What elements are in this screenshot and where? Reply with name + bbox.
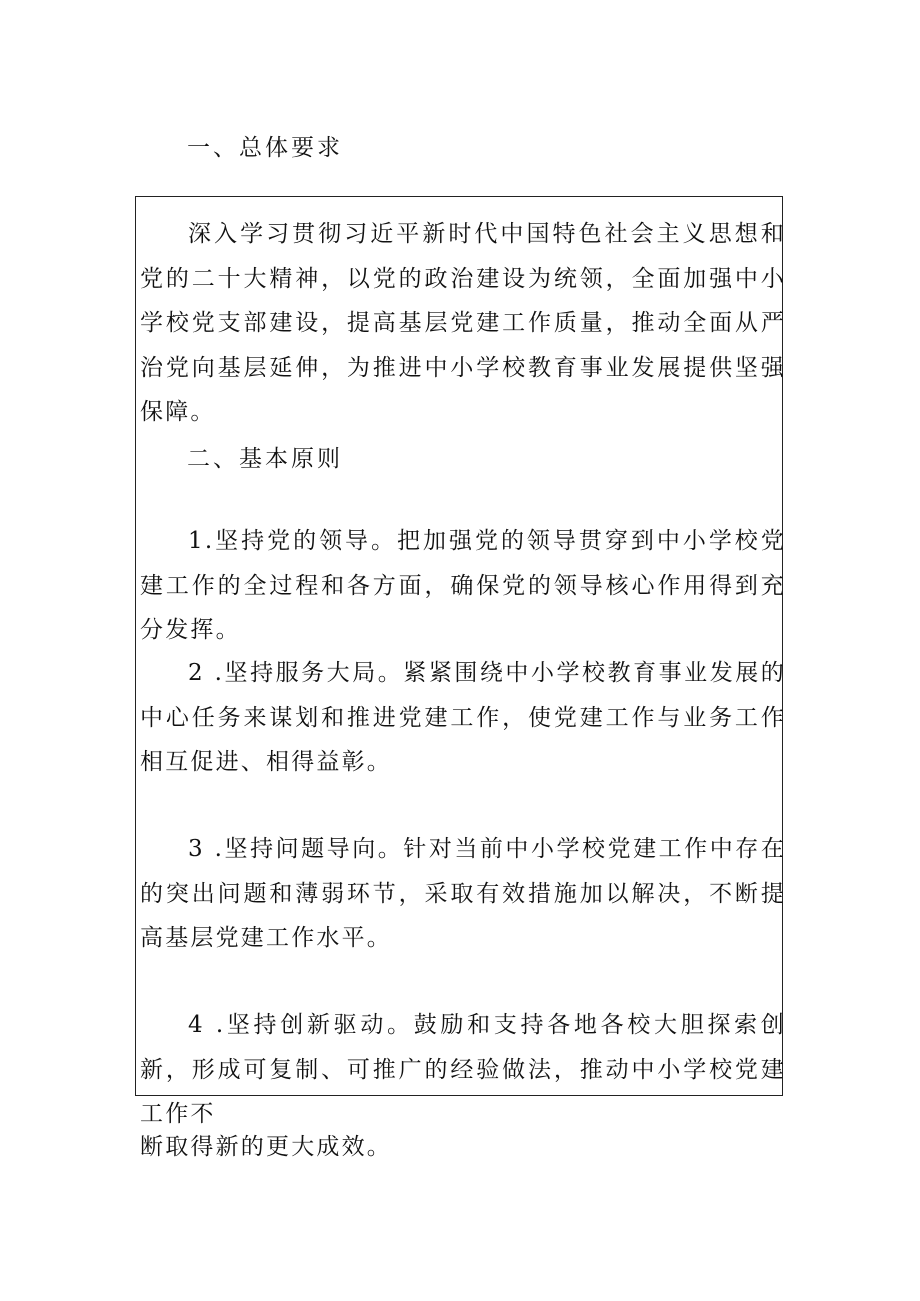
principle-item-3: 3 .坚持问题导向。针对当前中小学校党建工作中存在的突出问题和薄弱环节，采取有效措施加以解决，不断提高基层党建工作水平。 xyxy=(140,836,786,951)
section-heading-overall-requirements: 一、总体要求 xyxy=(187,135,343,161)
principle-item-4: 4 .坚持创新驱动。鼓励和支持各地各校大胆探索创新，形成可复制、可推广的经验做法，推动中小学校党建工作不 xyxy=(140,1012,786,1127)
principle-item-2: 2 .坚持服务大局。紧紧围绕中小学校教育事业发展的中心任务来谋划和推进党建工作，使党建工作与业务工作相互促进、相得益彰。 xyxy=(140,660,786,775)
paragraph-continuation: 断取得新的更大成效。 xyxy=(140,1134,392,1160)
principle-item-1: 1.坚持党的领导。把加强党的领导贯穿到中小学校党建工作的全过程和各方面，确保党的领导核心作用得到充分发挥。 xyxy=(140,528,786,643)
paragraph-overall-requirements: 深入学习贯彻习近平新时代中国特色社会主义思想和党的二十大精神，以党的政治建设为统领，全面加强中小学校党支部建设，提高基层党建工作质量，推动全面从严治党向基层延伸，为推进中小学校教育事业发展提供坚强保障。 xyxy=(140,221,786,425)
section-heading-basic-principles: 二、基本原则 xyxy=(187,446,343,472)
